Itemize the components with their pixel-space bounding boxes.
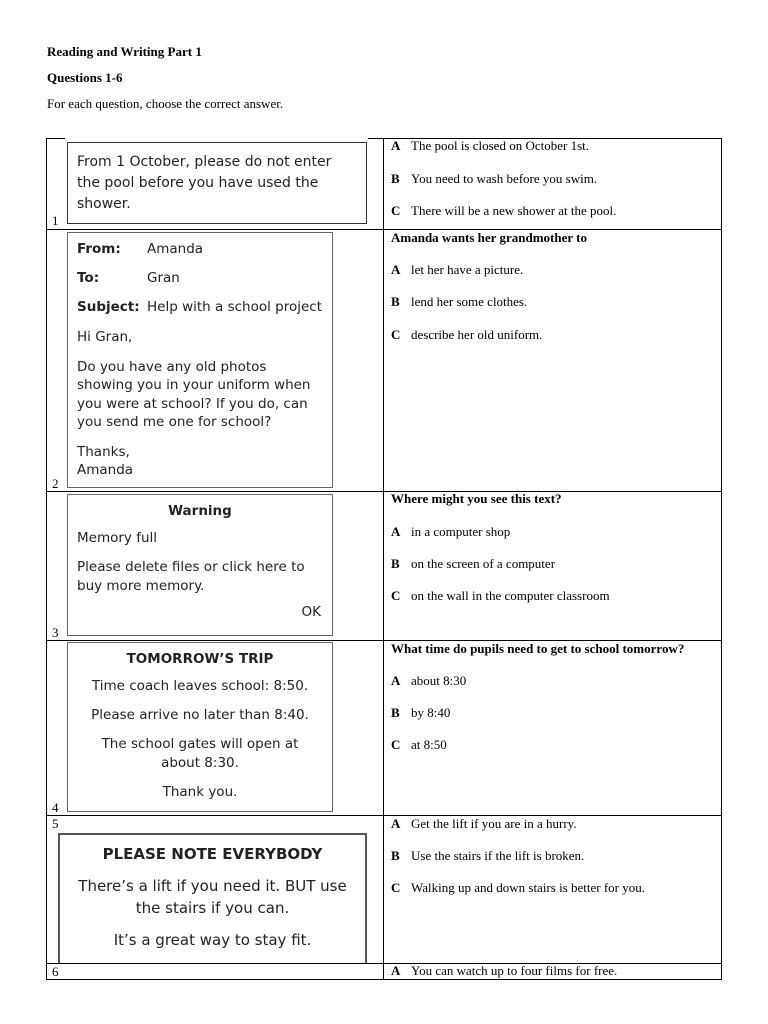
option-b[interactable] (391, 848, 584, 864)
pool-notice (67, 142, 367, 224)
page-title: Reading and Writing Part 1 (47, 44, 202, 59)
email-subject-row (77, 299, 323, 328)
email-signoff: Thanks, (77, 443, 130, 460)
instruction-text: For each question, choose the correct answer. (47, 96, 284, 111)
warning-dialog (67, 494, 333, 636)
option-letter: B (391, 294, 400, 309)
row-separator (46, 815, 722, 816)
option-text: let her have a picture. (411, 262, 524, 277)
row-separator (46, 229, 722, 230)
option-text: You can watch up to four films for free. (411, 963, 618, 978)
email-to-row (77, 270, 323, 299)
trip-heading: TOMORROW’S TRIP (126, 651, 274, 667)
option-letter: B (391, 848, 400, 863)
option-letter: A (391, 524, 401, 539)
stub-line (334, 640, 384, 641)
option-letter: C (391, 880, 401, 895)
question-number: 3 (52, 625, 59, 640)
stairs-line: It’s a great way to stay fit. (113, 931, 312, 949)
option-text: Walking up and down stairs is better for you. (411, 880, 645, 895)
question-number: 4 (52, 800, 59, 815)
option-c[interactable] (391, 880, 645, 896)
option-letter: C (391, 327, 401, 342)
option-c[interactable] (391, 588, 610, 604)
option-b[interactable] (391, 556, 555, 572)
option-text: There will be a new shower at the pool. (411, 203, 617, 218)
option-b[interactable] (391, 705, 450, 721)
option-letter: B (391, 556, 400, 571)
option-a[interactable] (391, 816, 577, 832)
warning-heading: Warning (168, 503, 232, 519)
option-letter: A (391, 262, 401, 277)
email-greeting: Hi Gran, (77, 329, 133, 345)
option-text: in a computer shop (411, 524, 511, 539)
email-notice (67, 232, 333, 488)
option-a[interactable] (391, 673, 466, 689)
row-separator (46, 963, 722, 964)
trip-line: Time coach leaves school: 8:50. (91, 678, 309, 694)
email-subject-value: Help with a school project (147, 299, 322, 315)
option-text: about 8:30 (411, 673, 467, 688)
option-letter: C (391, 203, 401, 218)
option-c[interactable] (391, 737, 447, 753)
option-letter: B (391, 171, 400, 186)
option-text: describe her old uniform. (411, 327, 543, 342)
option-text: at 8:50 (411, 737, 447, 752)
notice-text: From 1 October, please do not enter the pool before you have used the shower. (77, 154, 332, 212)
question-number: 6 (52, 964, 59, 979)
option-letter: A (391, 138, 401, 153)
option-text: The pool is closed on October 1st. (411, 138, 589, 153)
email-to-value: Gran (147, 270, 180, 286)
option-text: You need to wash before you swim. (411, 171, 598, 186)
option-c[interactable] (391, 327, 542, 343)
option-text: Use the stairs if the lift is broken. (411, 848, 585, 863)
option-letter: A (391, 963, 401, 978)
option-b[interactable] (391, 294, 527, 310)
stairs-line: There’s a lift if you need it. BUT use the stairs if you can. (78, 877, 347, 917)
table-border-right (721, 138, 722, 980)
trip-line: The school gates will open at about 8:30. (101, 736, 299, 771)
option-letter: C (391, 588, 401, 603)
question-stem: Amanda wants her grandmother to (391, 230, 587, 245)
option-a[interactable] (391, 138, 589, 154)
trip-line: Please arrive no later than 8:40. (91, 707, 309, 723)
option-c[interactable] (391, 203, 616, 219)
trip-notice (67, 642, 333, 812)
stairs-heading: PLEASE NOTE EVERYBODY (102, 845, 323, 863)
email-from-value: Amanda (147, 241, 204, 257)
stairs-notice (58, 833, 367, 963)
option-text: by 8:40 (411, 705, 451, 720)
option-a[interactable] (391, 524, 510, 540)
row-separator (46, 491, 722, 492)
stub-line (334, 491, 384, 492)
question-stem: Where might you see this text? (391, 491, 562, 506)
trip-line: Thank you. (162, 784, 238, 800)
option-a[interactable] (391, 262, 523, 278)
option-text: on the screen of a computer (411, 556, 556, 571)
warning-line: Please delete files or click here to buy more memory. (77, 559, 305, 594)
question-number: 5 (52, 816, 59, 831)
stub-line (334, 229, 384, 230)
section-subtitle: Questions 1-6 (47, 70, 123, 85)
email-from-label: From: (77, 241, 121, 257)
email-signature: Amanda (77, 462, 134, 478)
option-letter: A (391, 673, 401, 688)
table-border-left (46, 138, 47, 980)
option-text: Get the lift if you are in a hurry. (411, 816, 577, 831)
email-subject-label: Subject: (77, 299, 140, 315)
option-text: lend her some clothes. (411, 294, 528, 309)
question-number: 1 (52, 213, 59, 228)
option-letter: C (391, 737, 401, 752)
option-letter: B (391, 705, 400, 720)
table-border-top-left (46, 138, 65, 139)
option-text: on the wall in the computer classroom (411, 588, 610, 603)
option-b[interactable] (391, 171, 597, 187)
option-letter: A (391, 816, 401, 831)
email-body: Do you have any old photos showing you in your uniform when you were at school? If you do, can you send me one for school? (77, 358, 311, 430)
table-border-bottom (46, 979, 722, 980)
question-stem: What time do pupils need to get to school tomorrow? (391, 641, 685, 656)
warning-line: Memory full (77, 530, 158, 546)
option-a[interactable] (391, 963, 617, 979)
email-to-label: To: (77, 270, 100, 286)
ok-button: OK (301, 604, 321, 620)
table-divider (383, 138, 384, 980)
question-number: 2 (52, 476, 59, 491)
email-from-row (77, 241, 323, 270)
